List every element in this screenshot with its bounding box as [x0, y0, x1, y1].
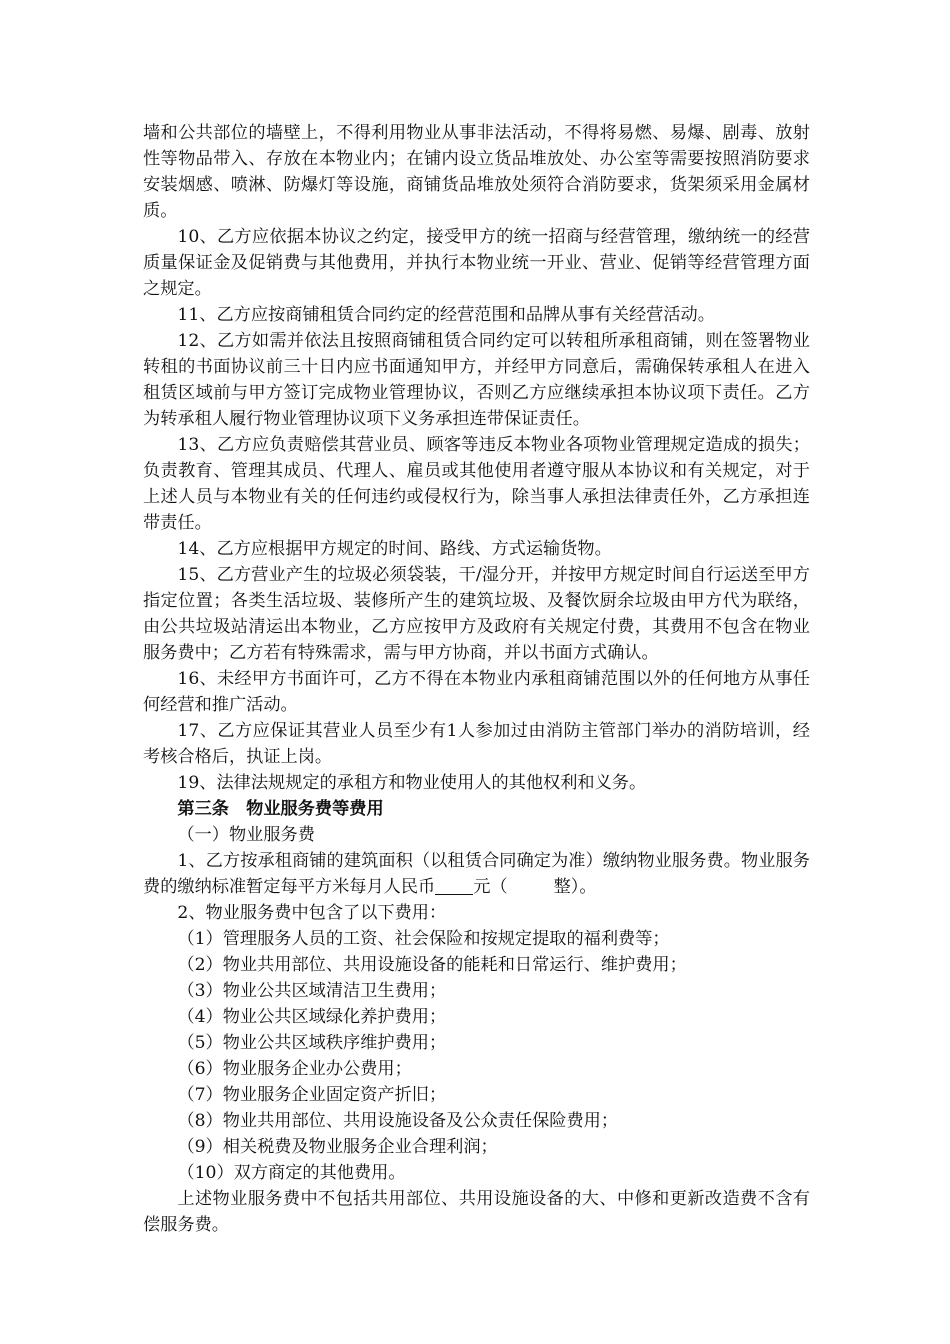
list-item: （7）物业服务企业固定资产折旧；: [177, 1085, 447, 1105]
list-item: （8）物业共用部位、共用设施设备及公众责任保险费用；: [177, 1111, 619, 1131]
list-item: （5）物业公共区域秩序维护费用；: [177, 1033, 447, 1053]
clause-19: 19、法律法规规定的承租方和物业使用人的其他权利和义务。: [177, 773, 647, 793]
section-1-title: （一）物业服务费: [177, 825, 315, 845]
fee-clause-1: [143, 848, 810, 900]
fee-clause-1-end: 整）。: [553, 877, 597, 897]
fee-clause-1-unit: 元（: [473, 877, 508, 897]
amount-blank: [435, 876, 473, 895]
list-item: （2）物业共用部位、共用设施设备的能耗和日常运行、维护费用；: [177, 955, 687, 975]
paragraph-continued: 墙和公共部位的墙壁上，不得利用物业从事非法活动，不得将易燃、易爆、剧毒、放射性等物品带入、存放在本物业内；在铺内设立货品堆放处、办公室等需要按照消防要求安装烟感、喷淋、防爆灯等设施，商铺货品堆放处须符合消防要求，货架须采用金属材质。: [143, 123, 810, 221]
fee-clause-2: 2、物业服务费中包含了以下费用：: [177, 903, 447, 923]
list-item: （4）物业公共区域绿化养护费用；: [177, 1007, 447, 1027]
clause-15: 15、乙方营业产生的垃圾必须袋装，干/湿分开，并按甲方规定时间自行运送至甲方指定位置；各类生活垃圾、装修所产生的建筑垃圾、及餐饮厨余垃圾由甲方代为联络，由公共垃圾站清运出本物业，乙方应按甲方及政府有关规定付费，其费用不包含在物业服务费中；乙方若有特殊需求，需与甲方协商，并以书面方式确认。: [143, 565, 810, 663]
clause-13: 13、乙方应负责赔偿其营业员、顾客等违反本物业各项物业管理规定造成的损失；负责教育、管理其成员、代理人、雇员或其他使用者遵守服从本协议和有关规定，对于上述人员与本物业有关的任何违约或侵权行为，除当事人承担法律责任外，乙方承担连带责任。: [143, 435, 810, 533]
closing-paragraph: 上述物业服务费中不包括共用部位、共用设施设备的大、中修和更新改造费不含有偿服务费。: [143, 1189, 810, 1235]
clause-16: 16、未经甲方书面许可，乙方不得在本物业内承租商铺范围以外的任何地方从事任何经营和推广活动。: [143, 669, 810, 715]
clause-17: 17、乙方应保证其营业人员至少有1人参加过由消防主管部门举办的消防培训，经考核合格后，执证上岗。: [143, 721, 810, 767]
fee-clause-1-text: 1、乙方按承租商铺的建筑面积（以租赁合同确定为准）缴纳物业服务费。物业服务费的缴纳标准暂定每平方米每月人民币: [143, 851, 810, 897]
article-3-heading: 第三条 物业服务费等费用: [177, 799, 384, 819]
list-item: （6）物业服务企业办公费用；: [177, 1059, 412, 1079]
clause-11: 11、乙方应按商铺租赁合同约定的经营范围和品牌从事有关经营活动。: [177, 305, 715, 325]
clause-12: 12、乙方如需并依法且按照商铺租赁合同约定可以转租所承租商铺，则在签署物业转租的书面协议前三十日内应书面通知甲方，并经甲方同意后，需确保转承租人在进入租赁区域前与甲方签订完成物业管理协议，否则乙方应继续承担本协议项下责任。乙方为转承租人履行物业管理协议项下义务承担连带保证责任。: [143, 331, 810, 429]
list-item: （3）物业公共区域清洁卫生费用；: [177, 981, 447, 1001]
clause-10: 10、乙方应依据本协议之约定，接受甲方的统一招商与经营管理，缴纳统一的经营质量保证金及促销费与其他费用，并执行本物业统一开业、营业、促销等经营管理方面之规定。: [143, 227, 810, 299]
clause-14: 14、乙方应根据甲方规定的时间、路线、方式运输货物。: [177, 539, 612, 559]
list-item: （10）双方商定的其他费用。: [177, 1163, 406, 1183]
list-item: （1）管理服务人员的工资、社会保险和按规定提取的福利费等；: [177, 929, 670, 949]
document-page: [143, 120, 810, 1238]
list-item: （9）相关税费及物业服务企业合理利润；: [177, 1137, 498, 1157]
